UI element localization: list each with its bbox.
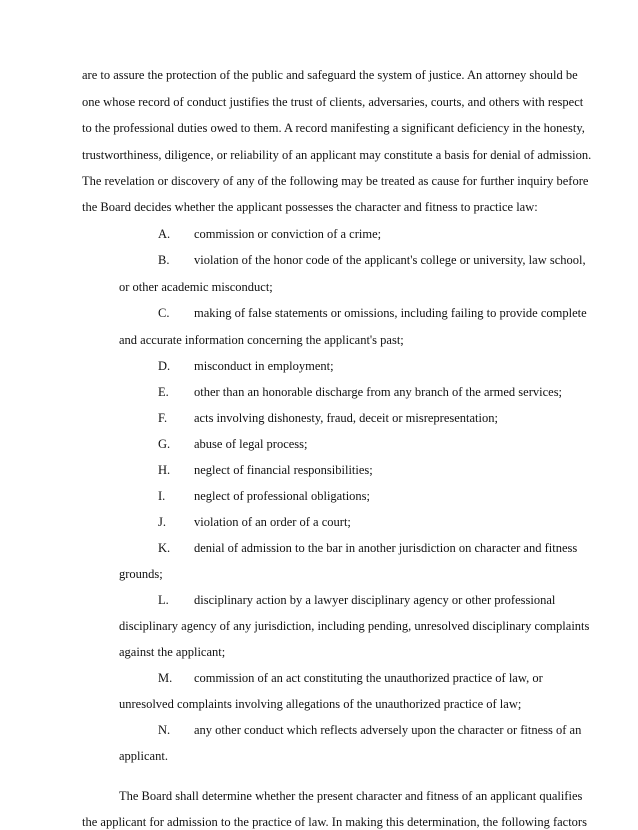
item-k-text: denial of admission to the bar in another jurisdiction on character and fitness (194, 541, 578, 555)
closing-line-1: The Board shall determine whether the present character and fitness of an applicant qualifies (119, 789, 583, 803)
closing-line-2: the applicant for admission to the practice of law. In making this determination, the following factors (82, 815, 587, 829)
intro-line-6: the Board decides whether the applicant possesses the character and fitness to practice law: (82, 200, 538, 214)
item-m-continuation: unresolved complaints involving allegations of the unauthorized practice of law; (119, 697, 522, 711)
item-b-continuation: or other academic misconduct; (119, 280, 273, 294)
item-e-text: other than an honorable discharge from any branch of the armed services; (194, 385, 563, 399)
item-c-continuation: and accurate information concerning the applicant's past; (119, 333, 404, 347)
item-h-letter: H. (158, 463, 171, 477)
intro-line-2: one whose record of conduct justifies the trust of clients, adversaries, courts, and others with respect (82, 95, 584, 109)
item-c-text: making of false statements or omissions, including failing to provide complete (194, 306, 587, 320)
item-a-letter: A. (158, 227, 171, 241)
item-b-letter: B. (158, 253, 170, 267)
item-m-letter: M. (158, 671, 173, 685)
item-n-text: any other conduct which reflects adversely upon the character or fitness of an (194, 723, 582, 737)
item-k-letter: K. (158, 541, 171, 555)
intro-line-5: The revelation or discovery of any of the following may be treated as cause for further inquiry before (82, 174, 589, 188)
item-b-text: violation of the honor code of the applicant's college or university, law school, (194, 253, 586, 267)
item-l-text: disciplinary action by a lawyer disciplinary agency or other professional (194, 593, 556, 607)
item-m-text: commission of an act constituting the unauthorized practice of law, or (194, 671, 543, 685)
item-k-continuation: grounds; (119, 567, 163, 581)
intro-line-4: trustworthiness, diligence, or reliability of an applicant may constitute a basis for denial of admission. (82, 148, 592, 162)
item-d-letter: D. (158, 359, 171, 373)
item-e-letter: E. (158, 385, 169, 399)
item-i-text: neglect of professional obligations; (194, 489, 371, 503)
item-f-text: acts involving dishonesty, fraud, deceit or misrepresentation; (194, 411, 498, 425)
item-j-text: violation of an order of a court; (194, 515, 351, 529)
item-g-letter: G. (158, 437, 171, 451)
item-j-letter: J. (158, 515, 166, 529)
item-g-text: abuse of legal process; (194, 437, 308, 451)
item-a-text: commission or conviction of a crime; (194, 227, 382, 241)
item-n-continuation: applicant. (119, 749, 168, 763)
item-l-continuation-2: against the applicant; (119, 645, 226, 659)
item-f-letter: F. (158, 411, 168, 425)
item-l-letter: L. (158, 593, 169, 607)
item-d-text: misconduct in employment; (194, 359, 334, 373)
item-l-continuation-1: disciplinary agency of any jurisdiction, including pending, unresolved disciplinary complaints (119, 619, 590, 633)
item-c-letter: C. (158, 306, 170, 320)
intro-line-3: to the professional duties owed to them. A record manifesting a significant deficiency in the honesty, (82, 121, 585, 135)
item-n-letter: N. (158, 723, 171, 737)
item-i-letter: I. (158, 489, 166, 503)
intro-line-1: are to assure the protection of the public and safeguard the system of justice. An attorney should be (82, 68, 578, 82)
item-h-text: neglect of financial responsibilities; (194, 463, 373, 477)
